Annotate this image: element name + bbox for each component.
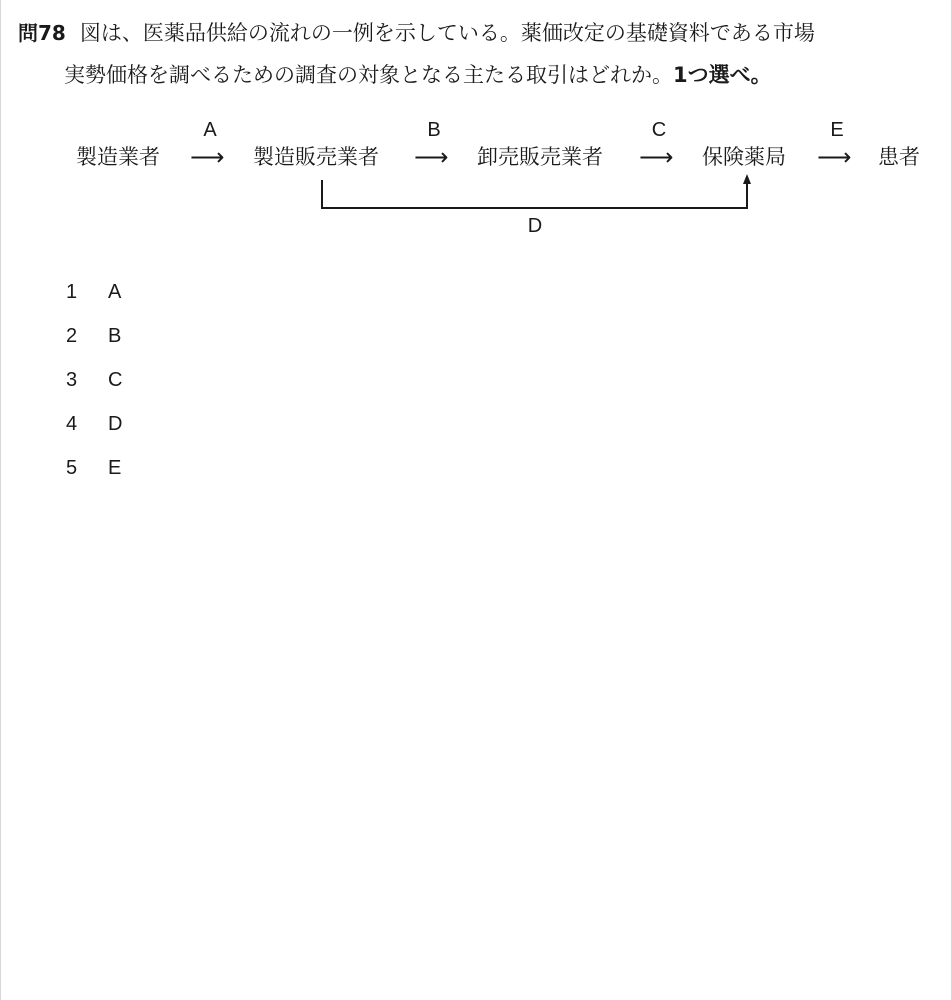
choice-5[interactable] xyxy=(66,448,122,492)
question-line-1 xyxy=(18,12,938,54)
node-insurance-pharmacy: 保険薬局 xyxy=(702,145,786,169)
choice-number: 1 xyxy=(66,281,78,303)
choice-number: 4 xyxy=(66,413,78,435)
bracket-d-icon xyxy=(0,110,952,250)
bracket-label-d: D xyxy=(527,215,543,237)
arrow-c-icon: ⟶ xyxy=(639,143,674,171)
node-wholesaler: 卸売販売業者 xyxy=(477,145,603,169)
choice-number: 2 xyxy=(66,325,78,347)
choice-3[interactable] xyxy=(66,360,122,404)
arrow-a-icon: ⟶ xyxy=(190,143,225,171)
choice-text: D xyxy=(108,413,123,435)
question-text-line-2: 実勢価格を調べるための調査の対象となる主たる取引はどれか。 xyxy=(64,63,673,87)
choice-text: A xyxy=(108,281,122,303)
question-number: 問78 xyxy=(18,21,66,45)
arrow-label-a: A xyxy=(203,119,217,141)
answer-choices xyxy=(66,272,122,492)
question-text-line-1: 図は、医薬品供給の流れの一例を示している。薬価改定の基礎資料である市場 xyxy=(79,21,815,45)
choice-1[interactable] xyxy=(66,272,122,316)
choice-text: C xyxy=(108,369,123,391)
node-manufacturer: 製造業者 xyxy=(76,145,160,169)
choice-text: E xyxy=(108,457,122,479)
choice-4[interactable] xyxy=(66,404,122,448)
choice-text: B xyxy=(108,325,122,347)
arrow-label-e: E xyxy=(830,119,844,141)
arrow-label-b: B xyxy=(427,119,441,141)
arrow-label-c: C xyxy=(651,119,667,141)
node-marketing-authorization-holder: 製造販売業者 xyxy=(253,145,379,169)
question-block xyxy=(18,12,938,96)
choice-2[interactable] xyxy=(66,316,122,360)
choice-number: 3 xyxy=(66,369,78,391)
question-line-2 xyxy=(18,54,938,96)
supply-flow-diagram xyxy=(0,110,952,250)
node-patient: 患者 xyxy=(878,145,920,169)
arrow-b-icon: ⟶ xyxy=(414,143,449,171)
choice-number: 5 xyxy=(66,457,78,479)
arrow-e-icon: ⟶ xyxy=(817,143,852,171)
question-select-instruction: 1つ選べ。 xyxy=(673,63,772,87)
